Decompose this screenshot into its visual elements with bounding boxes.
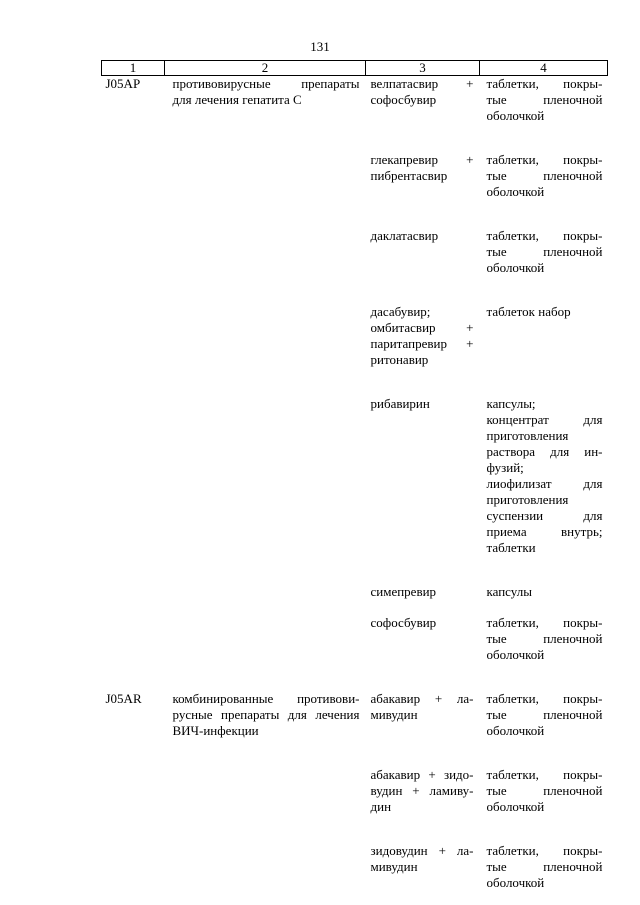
drug-name-cell: рибавирин: [370, 396, 430, 411]
drug-name-cell: симепревир: [370, 584, 437, 599]
column-header-4: 4: [480, 61, 608, 76]
pharmacological-group-cell: [165, 152, 366, 228]
table-row: [102, 228, 608, 304]
atc-code-cell: J05AR: [105, 691, 142, 706]
dosage-form-cell: таблетки, покры- тые пленочной оболочкой: [486, 76, 603, 123]
dosage-form-cell: таблетки, покры- тые пленочной оболочкой: [486, 615, 603, 662]
dosage-form-cell: капсулы: [486, 584, 532, 599]
dosage-form-cell: таблетки, покры- тые пленочной оболочкой: [486, 767, 603, 814]
atc-code-cell: J05AP: [105, 76, 141, 91]
table-row: [102, 152, 608, 228]
pharmacological-group-cell: [165, 304, 366, 396]
drug-name-cell: даклатасвир: [370, 228, 439, 243]
column-header-2: 2: [165, 61, 366, 76]
table-row: [102, 843, 608, 891]
pharmacological-group-cell: [165, 767, 366, 843]
atc-code-cell: [102, 396, 165, 584]
table-row: [102, 615, 608, 691]
pharmacological-group-cell: противовирусные препараты для лечения гепатита C: [172, 76, 360, 107]
atc-code-cell: [102, 228, 165, 304]
page-number: 131: [310, 39, 330, 54]
table-body: [102, 76, 608, 892]
dosage-form-cell: таблеток набор: [486, 304, 571, 319]
pharmacological-group-cell: [165, 843, 366, 891]
atc-code-cell: [102, 152, 165, 228]
drug-name-cell: велпатасвир + софосбувир: [370, 76, 474, 107]
drug-name-cell: глекапревир + пибрентасвир: [370, 152, 474, 183]
table-row: [102, 584, 608, 615]
drug-name-cell: софосбувир: [370, 615, 437, 630]
column-header-3: 3: [366, 61, 480, 76]
column-header-1: 1: [102, 61, 165, 76]
drug-name-cell: зидовудин + ла- мивудин: [370, 843, 474, 874]
drug-table: [101, 60, 608, 891]
dosage-form-cell: таблетки, покры- тые пленочной оболочкой: [486, 152, 603, 199]
dosage-form-cell: таблетки, покры- тые пленочной оболочкой: [486, 228, 603, 275]
table-header-row: [102, 61, 608, 76]
pharmacological-group-cell: [165, 396, 366, 584]
dosage-form-cell: таблетки, покры- тые пленочной оболочкой: [486, 691, 603, 738]
atc-code-cell: [102, 304, 165, 396]
pharmacological-group-cell: [165, 615, 366, 691]
atc-code-cell: [102, 615, 165, 691]
pharmacological-group-cell: комбинированные противови- русные препараты для лечения ВИЧ-инфекции: [172, 691, 360, 738]
table-row: [102, 767, 608, 843]
table-row: [102, 396, 608, 584]
table-row: [102, 76, 608, 153]
drug-name-cell: абакавир + зидо- вудин + ламиву- дин: [370, 767, 474, 814]
table-row: [102, 691, 608, 767]
atc-code-cell: [102, 767, 165, 843]
drug-name-cell: абакавир + ла- мивудин: [370, 691, 474, 722]
drug-name-cell: дасабувир; омбитасвир + паритапревир + ритонавир: [370, 304, 474, 367]
dosage-form-cell: таблетки, покры- тые пленочной оболочкой: [486, 843, 603, 890]
pharmacological-group-cell: [165, 228, 366, 304]
pharmacological-group-cell: [165, 584, 366, 615]
table-row: [102, 304, 608, 396]
dosage-form-cell: капсулы; концентрат для приготовления раствора для ин- фузий; лиофилизат для приготовления суспензии для приема внутрь; таблетки: [486, 396, 603, 555]
atc-code-cell: [102, 843, 165, 891]
atc-code-cell: [102, 584, 165, 615]
